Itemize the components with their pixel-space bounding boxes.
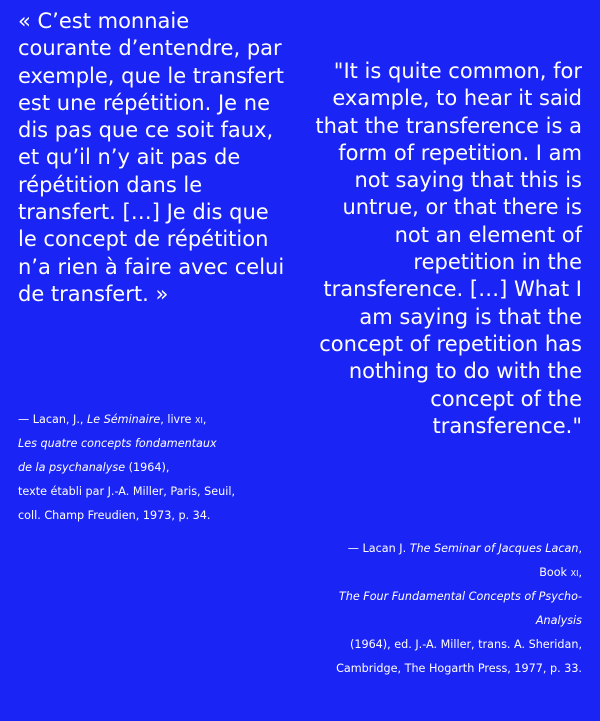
english-citation-edition: (1964), ed. J.-A. Miller, trans. A. Sheridan, Cambridge, The Hogarth Press, 1977, p. 33.: [336, 638, 582, 675]
french-citation-title-part2: de la psychanalyse: [18, 461, 126, 474]
english-citation: [306, 537, 582, 681]
french-citation-year: (1964),: [125, 461, 170, 474]
english-citation-book-number: xi: [570, 566, 579, 579]
french-citation: [18, 408, 308, 528]
english-quote: "It is quite common, for example, to hear it said that the transference is a form of repetition. I am not saying that this is untrue, or that there is not an element of repetition in the transference. […] What I am saying is that the concept of repetition has nothing to do with the concept of the transference.": [315, 59, 582, 438]
french-citation-author: — Lacan, J.,: [18, 413, 88, 426]
english-citation-line-1: [306, 537, 582, 561]
english-citation-work: The Seminar of Jacques Lacan: [409, 542, 579, 555]
french-citation-book-prefix: , livre: [160, 413, 195, 426]
english-citation-title: The Four Fundamental Concepts of Psycho-Analysis: [338, 590, 582, 627]
french-citation-book-suffix: ,: [202, 413, 207, 426]
english-citation-book-prefix: Book: [539, 566, 571, 579]
english-citation-title-wrap: [306, 585, 582, 633]
french-citation-line-2: [18, 432, 308, 456]
french-citation-work: Le Séminaire: [87, 413, 161, 426]
french-citation-edition: texte établi par J.-A. Miller, Paris, Seuil,: [18, 485, 236, 498]
french-citation-collection: coll. Champ Freudien, 1973, p. 34.: [18, 509, 211, 522]
french-citation-line-1: [18, 408, 308, 432]
english-citation-book-suffix: ,: [578, 566, 582, 579]
english-citation-line-2: [306, 561, 582, 585]
english-citation-author: — Lacan J.: [347, 542, 410, 555]
french-citation-title-part1: Les quatre concepts fondamentaux: [18, 437, 217, 450]
french-citation-line-3: [18, 456, 308, 480]
french-quote: « C’est monnaie courante d’entendre, par exemple, que le transfert est une répétition. Je ne dis pas que ce soit faux, et qu’il n’y ait pas de répétition dans le transfert. […] Je dis que le concept de répétition n’a rien à faire avec celui de transfert. »: [18, 9, 285, 306]
french-citation-book-number: xi: [194, 413, 203, 426]
english-citation-work-suffix: ,: [578, 542, 582, 555]
